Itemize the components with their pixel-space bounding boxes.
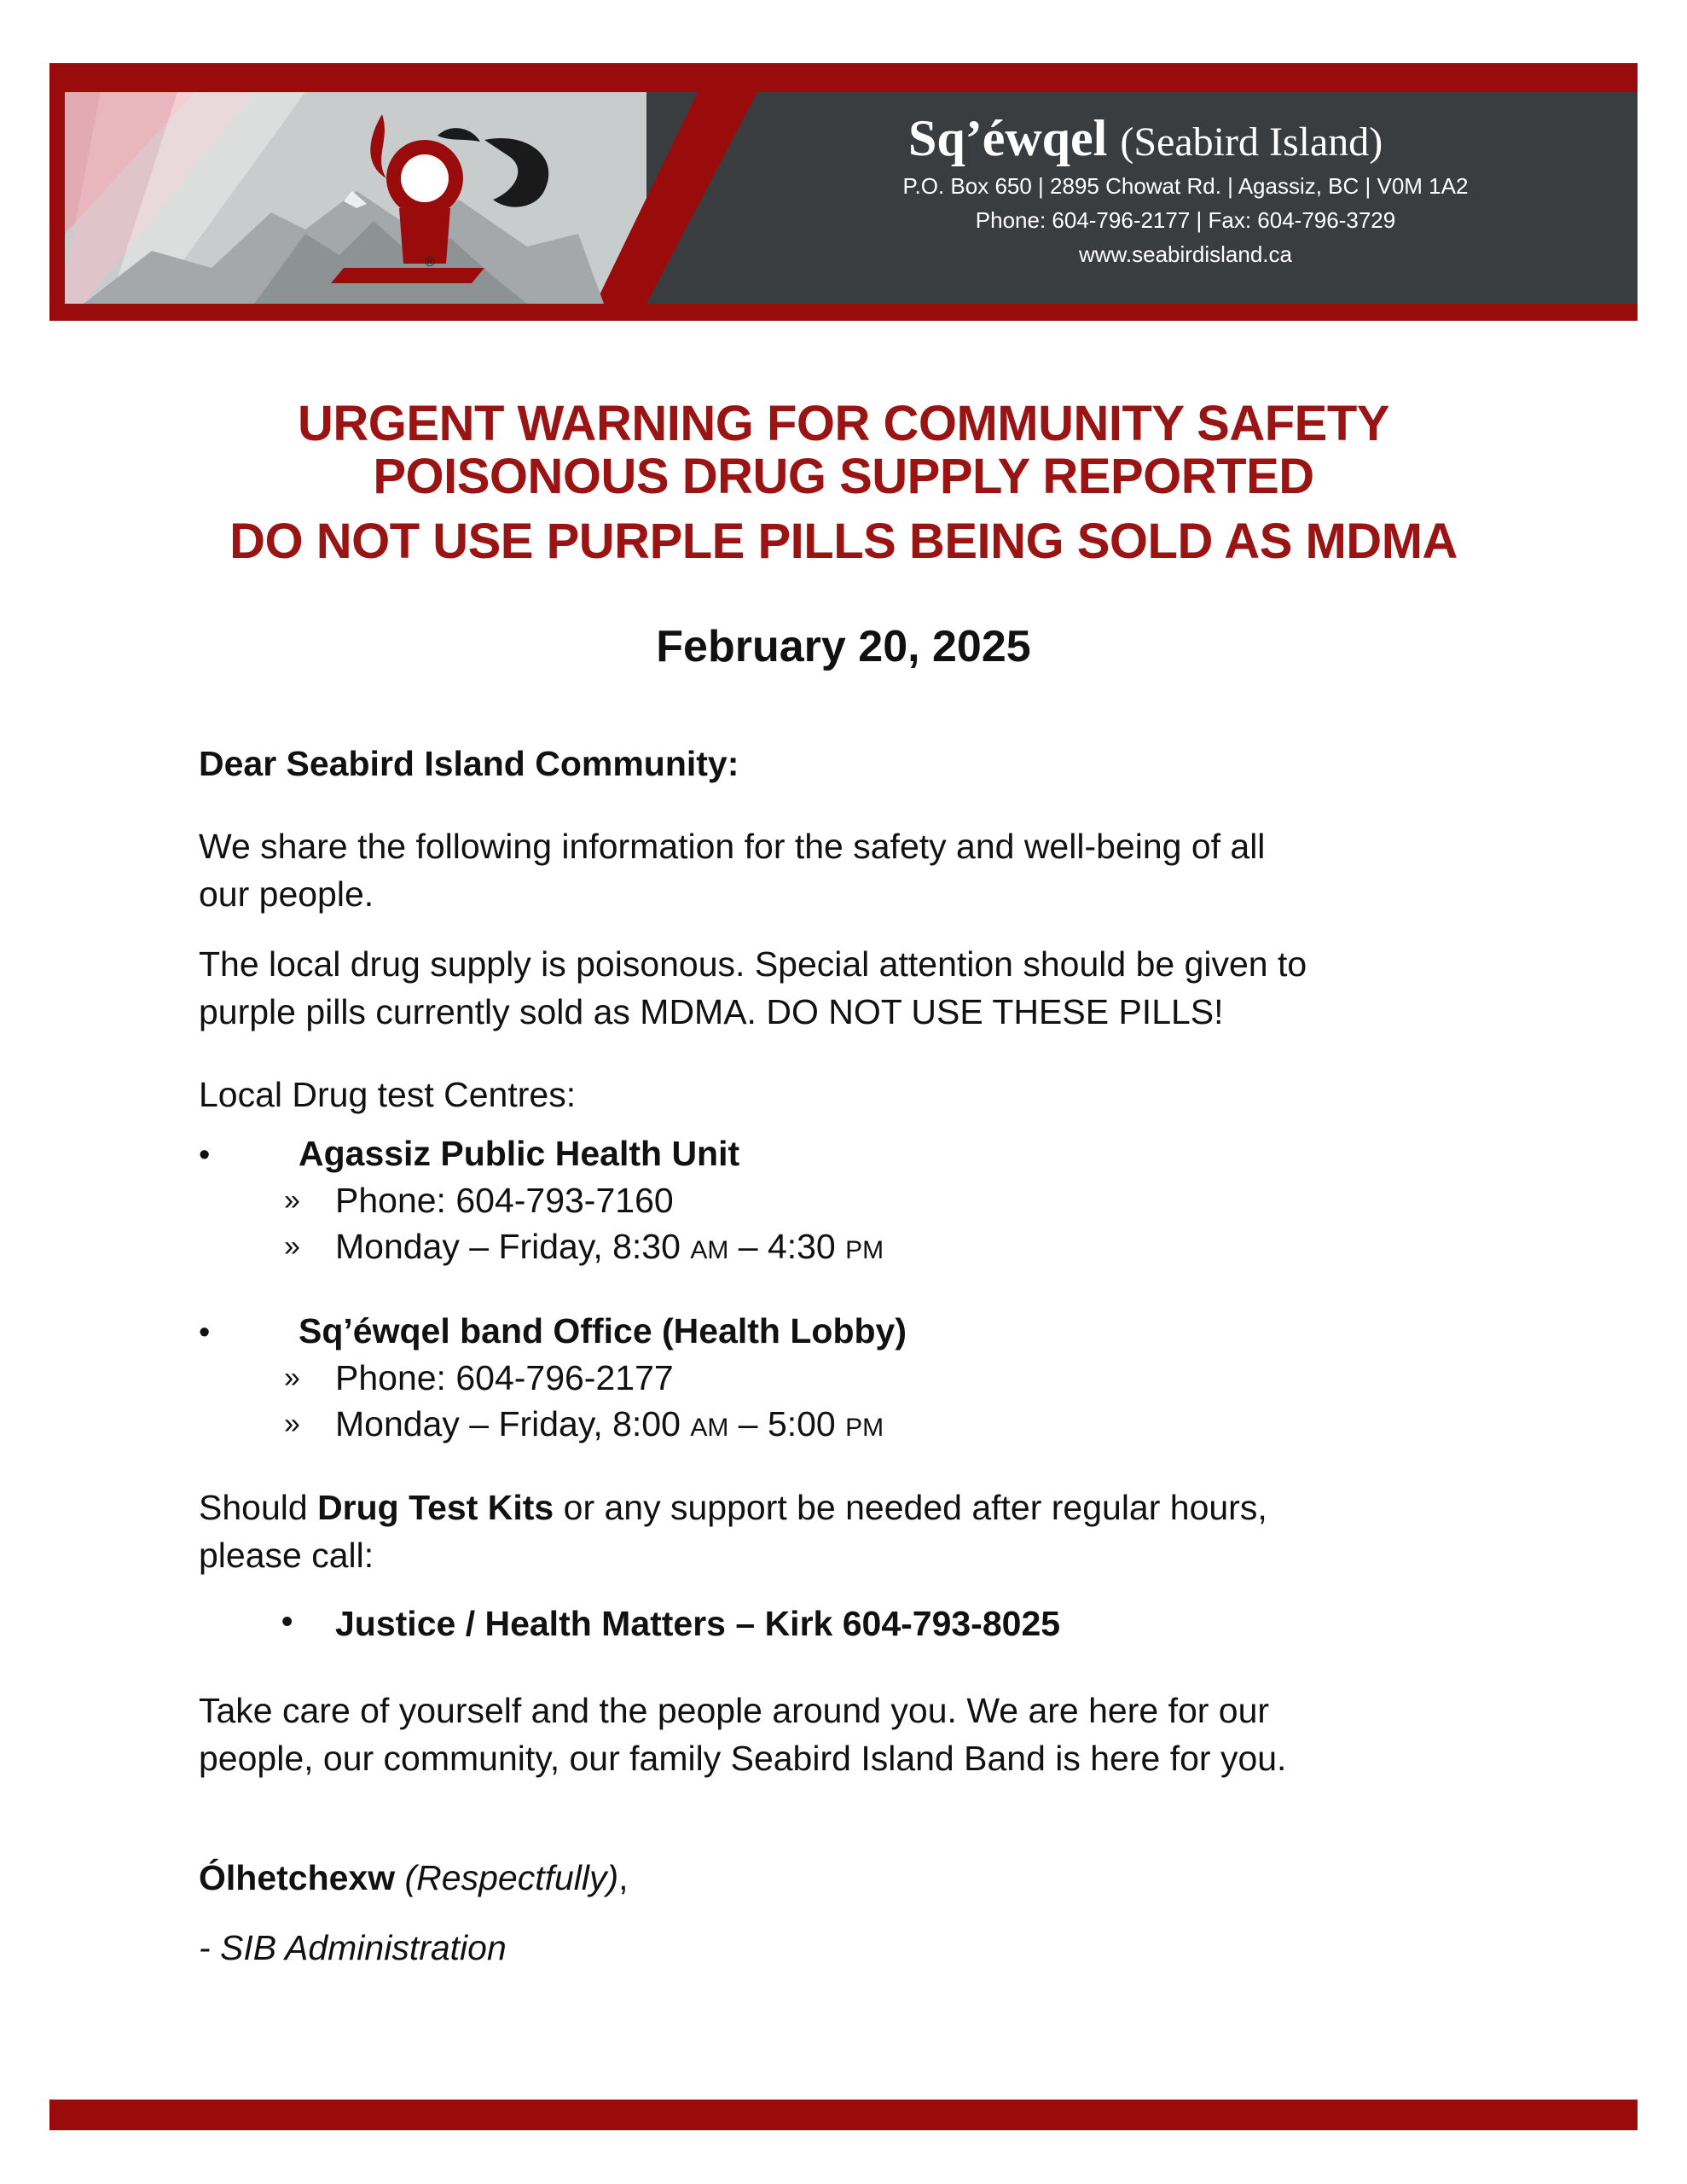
afterhours-line-2: please call:: [199, 1536, 374, 1575]
bullet-icon: •: [199, 1137, 211, 1173]
closing-line-2: people, our community, our family Seabird Island Band is here for you.: [199, 1739, 1287, 1778]
headline-line-1: URGENT WARNING FOR COMMUNITY SAFETY: [298, 396, 1389, 451]
centre-1-phone: Phone: 604-793-7160: [335, 1181, 674, 1220]
closing-line-1: Take care of yourself and the people around you. We are here for our: [199, 1691, 1270, 1730]
signature: - SIB Administration: [199, 1928, 507, 1967]
centre-1-hours: Monday – Friday, 8:30 AM – 4:30 PM: [335, 1227, 884, 1266]
chevron-icon: »: [284, 1184, 300, 1217]
headline-line-3: DO NOT USE PURPLE PILLS BEING SOLD AS MDMA: [229, 514, 1458, 569]
org-name-main: Sq’éwqel: [908, 110, 1108, 166]
footer-bar: [49, 2100, 1638, 2130]
org-address: P.O. Box 650 | 2895 Chowat Rd. | Agassiz, BC | V0M 1A2: [902, 173, 1469, 199]
org-website: www.seabirdisland.ca: [1078, 241, 1292, 267]
headline-line-2: POISONOUS DRUG SUPPLY REPORTED: [373, 449, 1314, 504]
bullet-icon: •: [281, 1604, 293, 1640]
chevron-icon: »: [284, 1362, 300, 1394]
centre-2-hours: Monday – Friday, 8:00 AM – 5:00 PM: [335, 1404, 884, 1443]
paragraph-2-line-1: The local drug supply is poisonous. Special attention should be given to: [199, 944, 1307, 984]
signoff: Ólhetchexw (Respectfully),: [199, 1858, 629, 1897]
centres-intro: Local Drug test Centres:: [199, 1075, 577, 1114]
afterhours-line-1: Should Drug Test Kits or any support be needed after regular hours,: [199, 1488, 1267, 1527]
paragraph-2-line-2: purple pills currently sold as MDMA. DO NOT USE THESE PILLS!: [199, 992, 1224, 1031]
chevron-icon: »: [284, 1408, 300, 1440]
bullet-icon: •: [199, 1315, 211, 1350]
salutation: Dear Seabird Island Community:: [199, 744, 739, 783]
centre-2-name: Sq’éwqel band Office (Health Lobby): [299, 1311, 907, 1350]
org-name-english: (Seabird Island): [1120, 119, 1383, 165]
paragraph-1-line-1: We share the following information for the safety and well-being of all: [199, 827, 1266, 866]
org-phone-fax: Phone: 604-796-2177 | Fax: 604-796-3729: [975, 207, 1396, 233]
chevron-icon: »: [284, 1230, 300, 1263]
centre-1-name: Agassiz Public Health Unit: [299, 1134, 740, 1173]
registered-mark: ®: [425, 255, 435, 270]
afterhours-contact: Justice / Health Matters – Kirk 604-793-8025: [335, 1604, 1061, 1643]
centre-2-phone: Phone: 604-796-2177: [335, 1358, 674, 1397]
org-name: [908, 109, 1463, 168]
paragraph-1-line-2: our people.: [199, 874, 374, 914]
letter-date: February 20, 2025: [656, 622, 1031, 671]
